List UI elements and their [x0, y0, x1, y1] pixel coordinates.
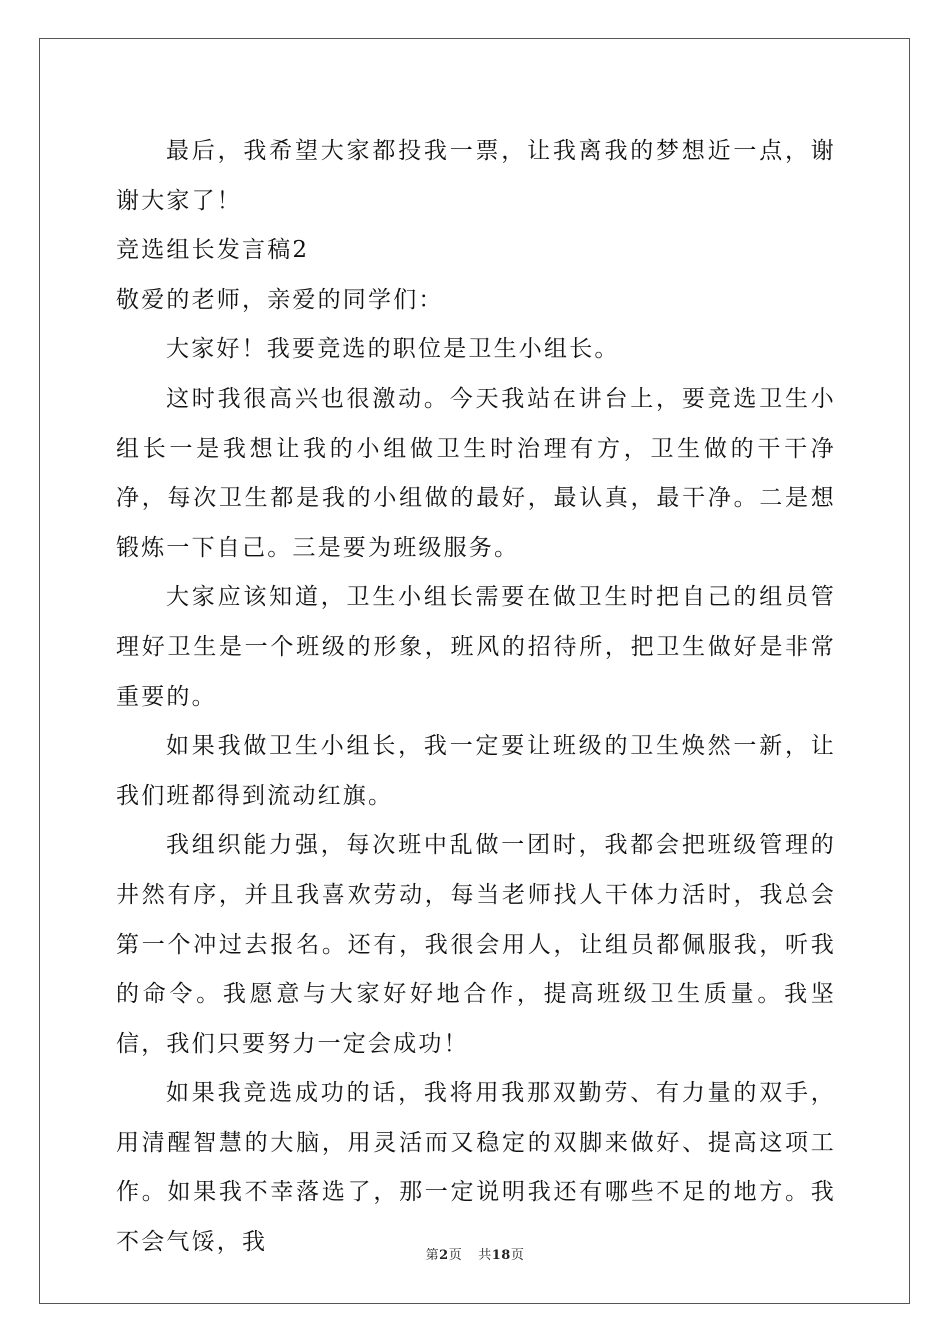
paragraph-outcome: 如果我竞选成功的话，我将用我那双勤劳、有力量的双手，用清醒智慧的大脑，用灵活而又稳定的双脚来做好、提高这项工作。如果我不幸落选了，那一定说明我还有哪些不足的地方。我不会气馁，我	[116, 1080, 836, 1256]
total-prefix: 共	[478, 1248, 492, 1263]
page-footer	[0, 1244, 950, 1263]
paragraph-greeting: 大家好！我要竞选的职位是卫生小组长。	[166, 336, 620, 363]
document-body	[116, 127, 836, 1268]
paragraph-closing: 最后，我希望大家都投我一票，让我离我的梦想近一点，谢谢大家了！	[116, 138, 836, 214]
salutation: 敬爱的老师，亲爱的同学们：	[116, 286, 444, 313]
page-total: 18	[491, 1248, 511, 1263]
paragraph-duty: 大家应该知道，卫生小组长需要在做卫生时把自己的组员管理好卫生是一个班级的形象，班风的招待所，把卫生做好是非常重要的。	[116, 584, 836, 710]
page-prefix: 第	[425, 1248, 440, 1263]
section-title: 竞选组长发言稿2	[116, 237, 310, 264]
paragraph-ability: 我组织能力强，每次班中乱做一团时，我都会把班级管理的井然有序，并且我喜欢劳动，每当老师找人干体力活时，我总会第一个冲过去报名。还有，我很会用人，让组员都佩服我，听我的命令。我愿意与大家好好地合作，提高班级卫生质量。我坚信，我们只要努力一定会成功！	[116, 832, 836, 1057]
page-current: 2	[439, 1248, 449, 1263]
total-suffix: 页	[510, 1248, 525, 1263]
paragraph-promise: 如果我做卫生小组长，我一定要让班级的卫生焕然一新，让我们班都得到流动红旗。	[116, 733, 836, 809]
paragraph-reasons: 这时我很高兴也很激动。今天我站在讲台上，要竞选卫生小组长一是我想让我的小组做卫生时治理有方，卫生做的干干净净，每次卫生都是我的小组做的最好，最认真，最干净。二是想锻炼一下自己。三是要为班级服务。	[116, 385, 836, 561]
page-suffix: 页	[448, 1248, 463, 1263]
